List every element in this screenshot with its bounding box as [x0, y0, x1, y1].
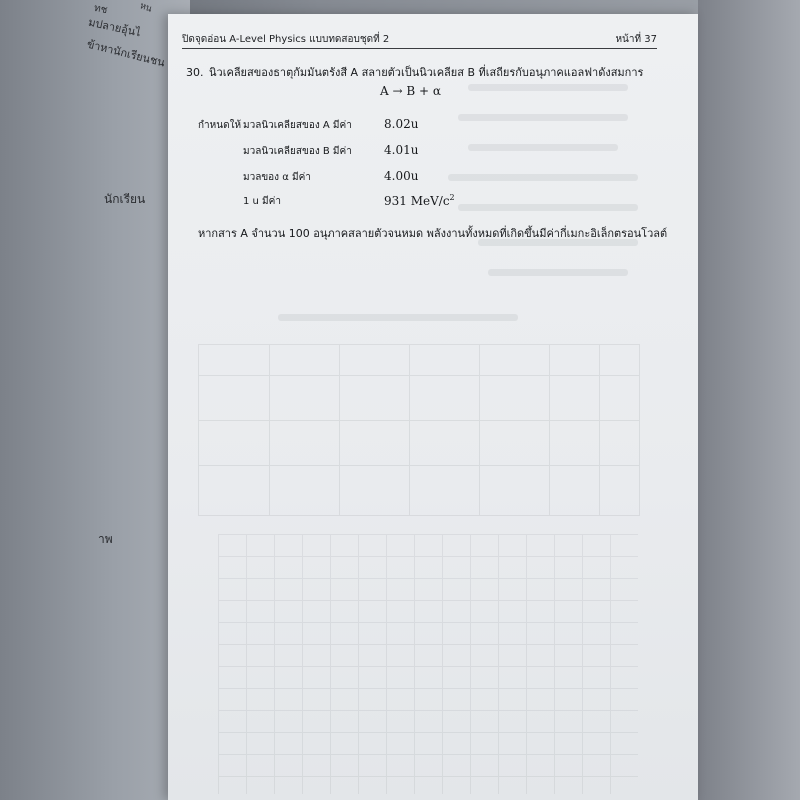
- document-page: [168, 14, 698, 800]
- background-text: ข้าหานักเรียนชน: [85, 37, 167, 70]
- background-page: [0, 0, 190, 800]
- background-text: มปลายอุ้นไ: [87, 15, 142, 40]
- decay-equation: A → B + α: [380, 84, 441, 98]
- given-row: [243, 118, 503, 138]
- question-number: 30.: [186, 66, 204, 79]
- given-row-value: 8.02u: [384, 117, 419, 131]
- given-row-label: มวลนิวเคลียสของ A มีค่า: [243, 120, 352, 131]
- background-text: ทช: [93, 2, 109, 17]
- book-title: ปิดจุดอ่อน A-Level Physics แบบทดสอบชุดที่ 2: [182, 34, 390, 45]
- given-row-value: 4.01u: [384, 143, 419, 157]
- background-text: าพ: [98, 532, 113, 546]
- given-row-label: 1 u มีค่า: [243, 196, 281, 207]
- question-30: [186, 63, 656, 81]
- background-text: หน: [138, 1, 154, 15]
- given-row-value-exponent: 2: [449, 193, 455, 202]
- given-row-value: [384, 193, 455, 208]
- given-row: [243, 194, 503, 214]
- question-prompt: หากสาร A จำนวน 100 อนุภาคสลายตัวจนหมด พลังงานทั้งหมดที่เกิดขึ้นมีค่ากี่เมกะอิเล็กตรอนโวลต์: [198, 227, 668, 240]
- given-row: [243, 144, 503, 164]
- page-number: หน้าที่ 37: [615, 34, 657, 45]
- given-row-value: 4.00u: [384, 169, 419, 183]
- question-text: นิวเคลียสของธาตุกัมมันตรังสี A สลายตัวเป็นนิวเคลียส B ที่เสถียรกับอนุภาคแอลฟาดังสมการ: [209, 66, 644, 79]
- page-header: [182, 28, 657, 49]
- given-label: กำหนดให้: [198, 120, 242, 131]
- background-text: นักเรียน: [104, 192, 146, 206]
- given-row-value-base: 931 MeV/c: [384, 194, 450, 208]
- given-row-label: มวลนิวเคลียสของ B มีค่า: [243, 146, 352, 157]
- given-row-label: มวลของ α มีค่า: [243, 172, 311, 183]
- book-edge: [698, 0, 800, 800]
- given-row: [243, 170, 503, 190]
